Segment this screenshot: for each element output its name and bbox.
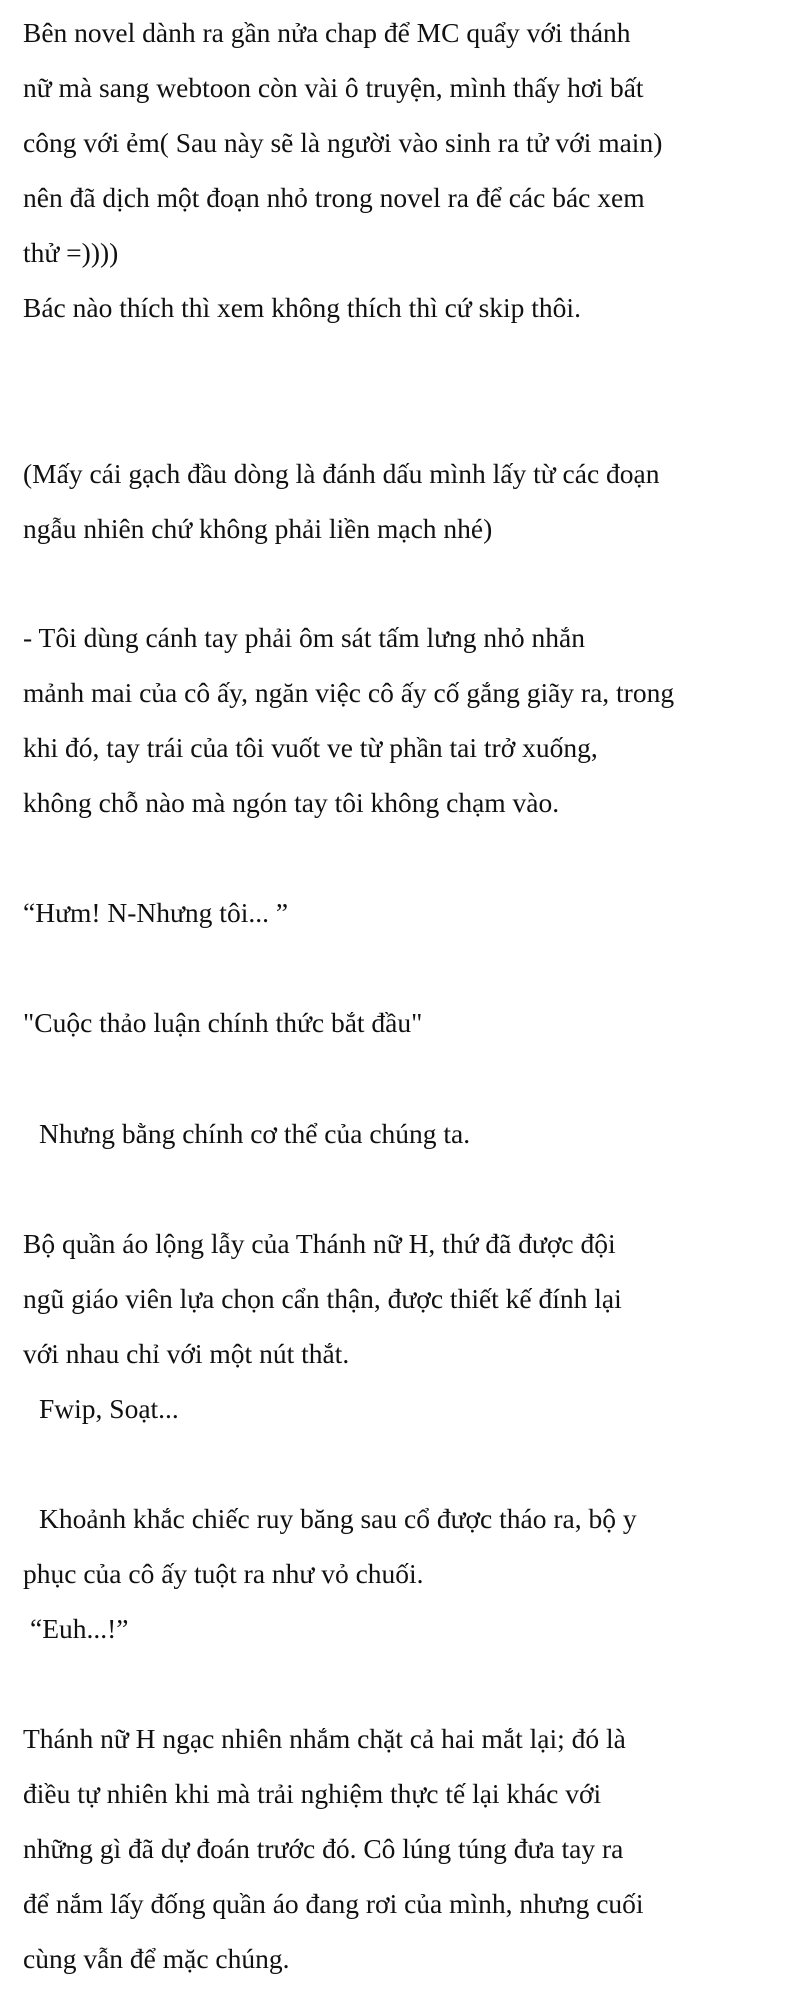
text-line: mảnh mai của cô ấy, ngăn việc cô ấy cố gắng giãy ra, trong: [23, 677, 675, 708]
text-line: điều tự nhiên khi mà trải nghiệm thực tế lại khác với: [23, 1778, 602, 1809]
text-line: Bên novel dành ra gần nửa chap để MC quẩy với thánh: [23, 17, 631, 48]
text-line: Thánh nữ H ngạc nhiên nhắm chặt cả hai mắt lại; đó là: [23, 1723, 626, 1754]
text-line: nữ mà sang webtoon còn vài ô truyện, mình thấy hơi bất: [23, 72, 644, 103]
text-line: Bác nào thích thì xem không thích thì cứ skip thôi.: [23, 292, 581, 323]
text-line: “Euh...!”: [30, 1613, 129, 1644]
text-line: ngũ giáo viên lựa chọn cẩn thận, được thiết kế đính lại: [23, 1283, 622, 1314]
text-line: ngẫu nhiên chứ không phải liền mạch nhé): [23, 513, 493, 544]
text-line: (Mấy cái gạch đầu dòng là đánh dấu mình lấy từ các đoạn: [23, 458, 660, 489]
text-line: nên đã dịch một đoạn nhỏ trong novel ra để các bác xem: [23, 182, 645, 213]
text-line: Bộ quần áo lộng lẫy của Thánh nữ H, thứ đã được đội: [23, 1228, 616, 1259]
text-line: với nhau chỉ với một nút thắt.: [23, 1338, 350, 1369]
text-line: không chỗ nào mà ngón tay tôi không chạm vào.: [23, 787, 560, 818]
text-line: cùng vẫn để mặc chúng.: [23, 1943, 290, 1974]
text-line: công với ẻm( Sau này sẽ là người vào sinh ra tử với main): [23, 127, 663, 158]
text-line: thử =)))): [23, 237, 119, 268]
text-line: những gì đã dự đoán trước đó. Cô lúng túng đưa tay ra: [23, 1833, 624, 1864]
text-line: để nắm lấy đống quần áo đang rơi của mình, nhưng cuối: [23, 1888, 644, 1919]
text-line: khi đó, tay trái của tôi vuốt ve từ phần tai trở xuống,: [23, 732, 598, 763]
text-line: Khoảnh khắc chiếc ruy băng sau cổ được tháo ra, bộ y: [39, 1503, 637, 1534]
text-line: Nhưng bằng chính cơ thể của chúng ta.: [39, 1118, 471, 1149]
text-line: "Cuộc thảo luận chính thức bắt đầu": [23, 1007, 423, 1038]
text-line: phục của cô ấy tuột ra như vỏ chuối.: [23, 1558, 424, 1589]
text-line: - Tôi dùng cánh tay phải ôm sát tấm lưng nhỏ nhắn: [23, 622, 586, 653]
text-line: Fwip, Soạt...: [39, 1393, 179, 1424]
text-line: “Hưm! N-Nhưng tôi... ”: [23, 897, 289, 928]
